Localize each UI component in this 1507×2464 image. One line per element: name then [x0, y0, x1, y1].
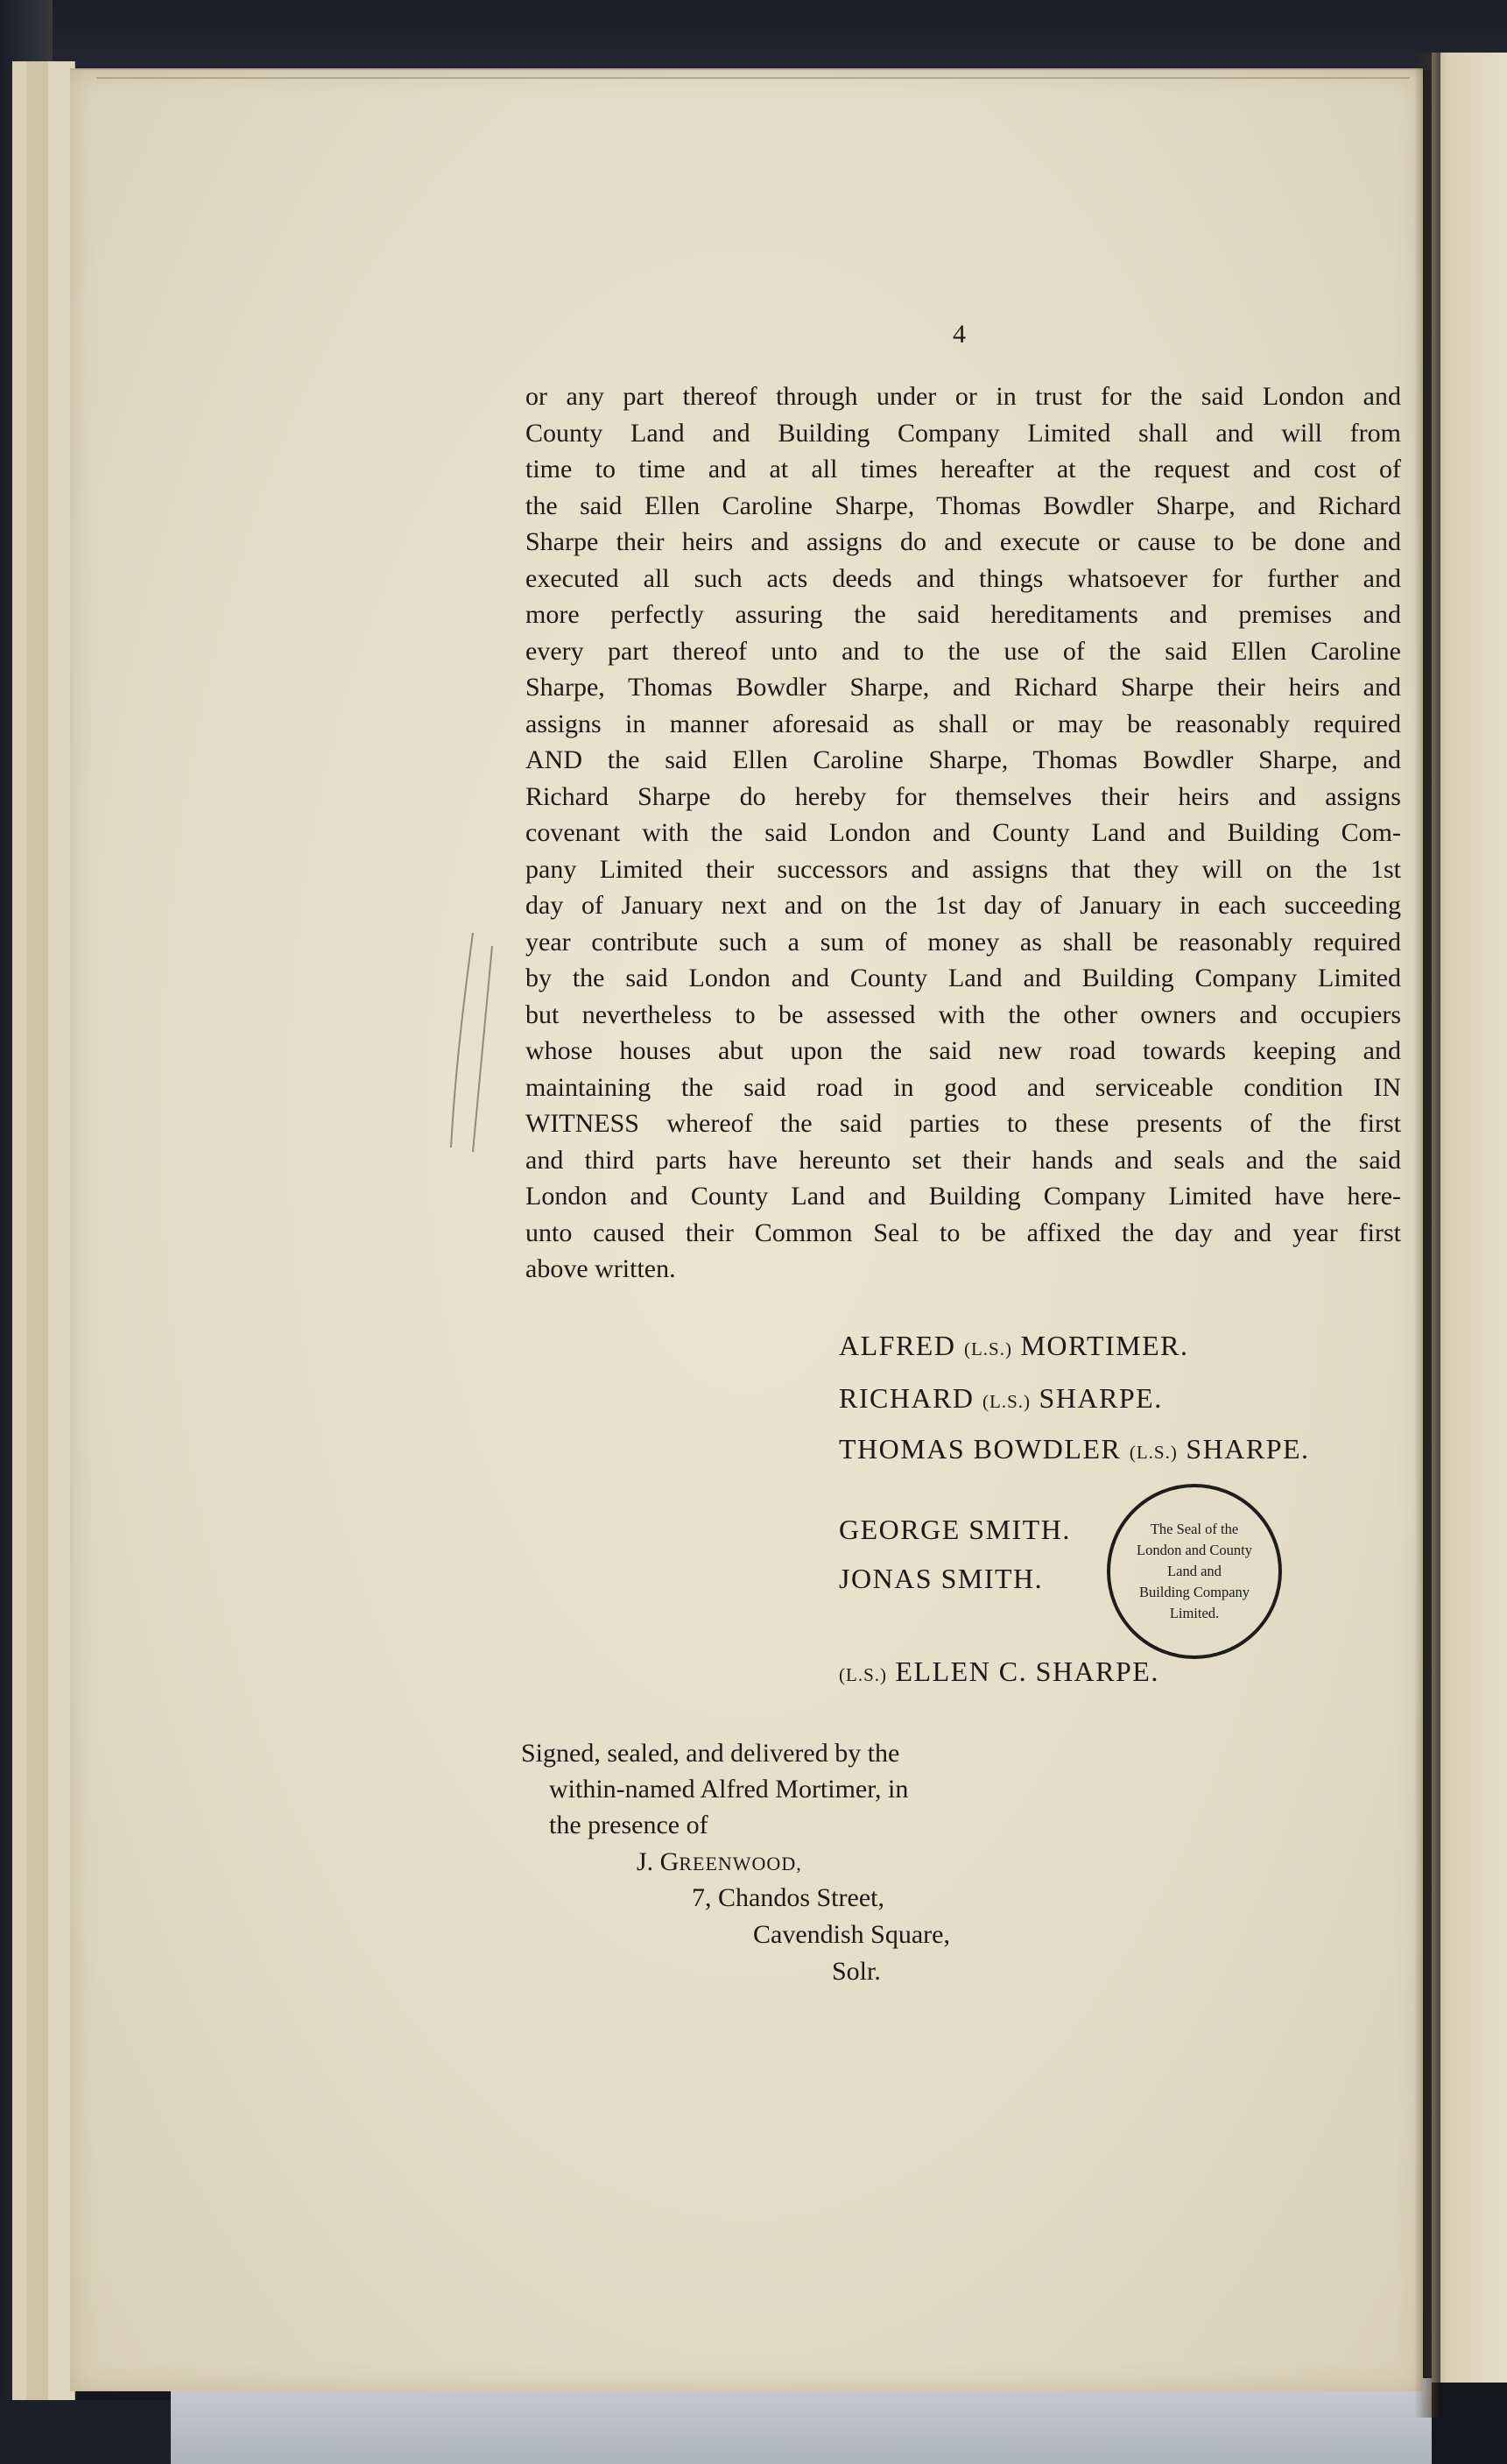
- body-line: or any part thereof through under or in trust for the said London and: [525, 382, 1401, 411]
- witness-line-3: the presence of: [549, 1811, 708, 1839]
- body-line: maintaining the said road in good and serviceable condition IN: [525, 1072, 1401, 1102]
- body-line: but nevertheless to be assessed with the other owners and occupiers: [525, 999, 1401, 1029]
- signatory-first-name: RICHARD: [839, 1382, 975, 1414]
- gutter-shadow: [1414, 53, 1440, 2418]
- binding-top: [0, 0, 1507, 70]
- seal-line: The Seal of the: [1150, 1521, 1239, 1537]
- signatory-first-name: THOMAS BOWDLER: [839, 1433, 1122, 1465]
- witness-line-2: within-named Alfred Mortimer, in: [549, 1775, 909, 1804]
- body-line: year contribute such a sum of money as shall be reasonably required: [525, 927, 1401, 957]
- locus-sigilli: (L.S.): [1129, 1442, 1178, 1463]
- page-number: 4: [953, 320, 966, 349]
- body-line: London and County Land and Building Company Limited have here-: [525, 1182, 1401, 1211]
- seal-line: Limited.: [1169, 1605, 1220, 1621]
- witness-address-3: Solr.: [832, 1957, 881, 1986]
- body-line: Sharpe their heirs and assigns do and execute or cause to be done and: [525, 527, 1401, 556]
- witness-line-1: Signed, sealed, and delivered by the: [521, 1739, 900, 1768]
- seal-text: [1124, 1519, 1264, 1624]
- pencil-mark: [438, 928, 508, 1156]
- top-rule: [96, 77, 1410, 79]
- witness-name: [637, 1847, 802, 1877]
- signatory-last-name: SHARPE.: [1039, 1382, 1163, 1414]
- signature-ellen: [839, 1656, 1159, 1688]
- body-line: unto caused their Common Seal to be affixed the day and year first: [525, 1218, 1401, 1247]
- witness-name-initial: J. G: [637, 1847, 680, 1876]
- signature-george: GEORGE SMITH.: [839, 1514, 1071, 1545]
- body-line: by the said London and County Land and Building Company Limited: [525, 964, 1401, 992]
- signatory-last-name: MORTIMER.: [1020, 1330, 1189, 1361]
- signature-thomas: [839, 1433, 1310, 1465]
- witness-address-1: 7, Chandos Street,: [692, 1883, 884, 1912]
- body-line: AND the said Ellen Caroline Sharpe, Thomas Bowdler Sharpe, and: [525, 745, 1401, 774]
- body-line: more perfectly assuring the said hereditaments and premises and: [525, 600, 1401, 629]
- body-line: covenant with the said London and County Land and Building Com-: [525, 818, 1401, 847]
- signature-alfred: [839, 1330, 1188, 1362]
- body-line: day of January next and on the 1st day of January in each succeeding: [525, 891, 1401, 920]
- body-line: every part thereof unto and to the use of the said Ellen Caroline: [525, 636, 1401, 666]
- body-line: the said Ellen Caroline Sharpe, Thomas Bowdler Sharpe, and Richard: [525, 491, 1401, 520]
- seal-line: Building Company: [1138, 1584, 1250, 1600]
- company-seal: [1107, 1484, 1282, 1659]
- signatory-first-name: ALFRED: [839, 1330, 956, 1361]
- locus-sigilli: (L.S.): [982, 1391, 1032, 1412]
- body-line: pany Limited their successors and assigns that they will on the 1st: [525, 854, 1401, 884]
- signatory-last-name: SHARPE.: [1186, 1433, 1310, 1465]
- facing-page-edge: [1432, 53, 1507, 2383]
- binding-bottom: [0, 2400, 175, 2464]
- body-line: County Land and Building Company Limited shall and will from: [525, 418, 1401, 448]
- body-line: executed all such acts deeds and things whatsoever for further and: [525, 563, 1401, 593]
- body-line: time to time and at all times hereafter at the request and cost of: [525, 455, 1401, 484]
- signature-richard: [839, 1382, 1163, 1415]
- body-text: [525, 378, 1401, 1288]
- seal-line: Land and: [1167, 1563, 1222, 1579]
- body-line: and third parts have hereunto set their hands and seals and the said: [525, 1145, 1401, 1175]
- body-line: Richard Sharpe do hereby for themselves their heirs and assigns: [525, 781, 1401, 811]
- body-line: Sharpe, Thomas Bowdler Sharpe, and Richard Sharpe their heirs and: [525, 673, 1401, 702]
- locus-sigilli: (L.S.): [839, 1664, 887, 1685]
- body-line: assigns in manner aforesaid as shall or may be reasonably required: [525, 709, 1401, 738]
- body-line: WITNESS whereof the said parties to these presents of the first: [525, 1109, 1401, 1138]
- signatory-name: ELLEN C. SHARPE.: [895, 1656, 1159, 1687]
- body-line: whose houses abut upon the said new road towards keeping and: [525, 1036, 1401, 1065]
- seal-line: London and County: [1137, 1542, 1252, 1558]
- witness-name-rest: REENWOOD,: [679, 1853, 802, 1874]
- body-line: above written.: [525, 1254, 676, 1283]
- signature-jonas: JONAS SMITH.: [839, 1563, 1044, 1594]
- witness-address-2: Cavendish Square,: [753, 1920, 950, 1949]
- locus-sigilli: (L.S.): [963, 1338, 1012, 1359]
